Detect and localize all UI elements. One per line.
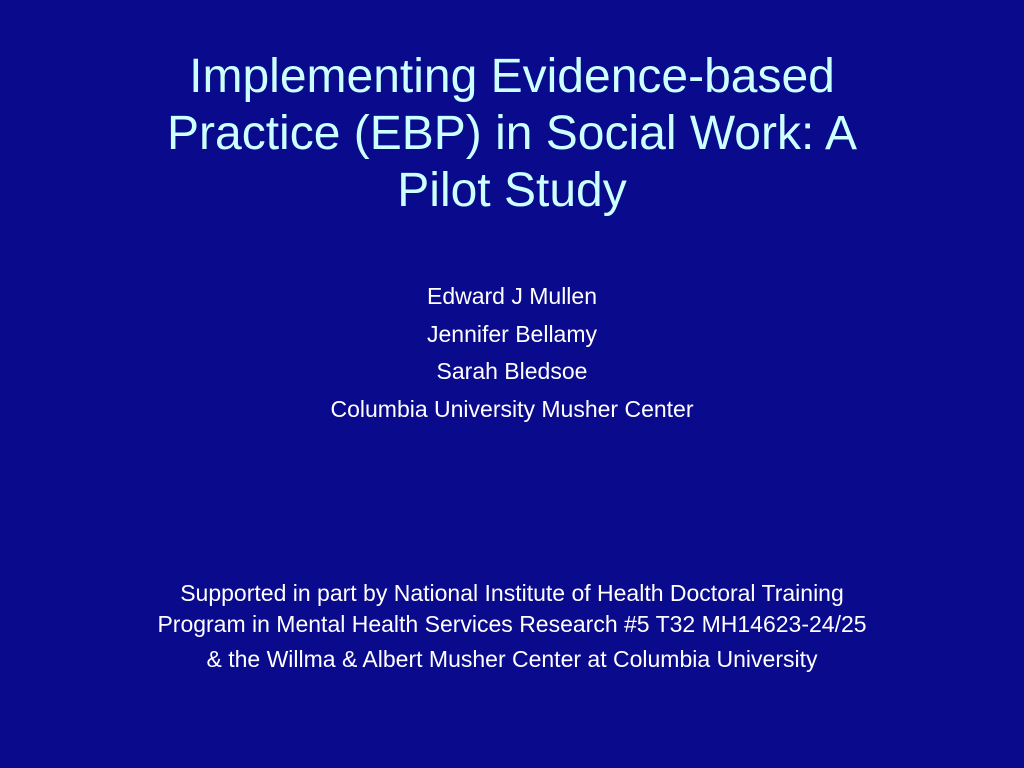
author-name: Jennifer Bellamy bbox=[426, 320, 598, 347]
support-line: Supported in part by National Institute of Health Doctoral Training bbox=[180, 580, 844, 606]
support-line: Program in Mental Health Services Research #5 T32 MH14623-24/25 bbox=[157, 611, 867, 637]
affiliation: Columbia University Musher Center bbox=[330, 395, 694, 422]
funding-acknowledgement bbox=[20, 576, 1004, 676]
title-line: Practice (EBP) in Social Work: A bbox=[167, 107, 857, 160]
author-list bbox=[40, 278, 984, 428]
author-name: Sarah Bledsoe bbox=[436, 358, 588, 384]
title-line: Pilot Study bbox=[397, 164, 627, 217]
support-line: & the Willma & Albert Musher Center at Columbia University bbox=[206, 646, 818, 672]
slide-title bbox=[40, 48, 984, 219]
title-line: Implementing Evidence-based bbox=[189, 50, 835, 103]
author-name: Edward J Mullen bbox=[426, 283, 598, 309]
